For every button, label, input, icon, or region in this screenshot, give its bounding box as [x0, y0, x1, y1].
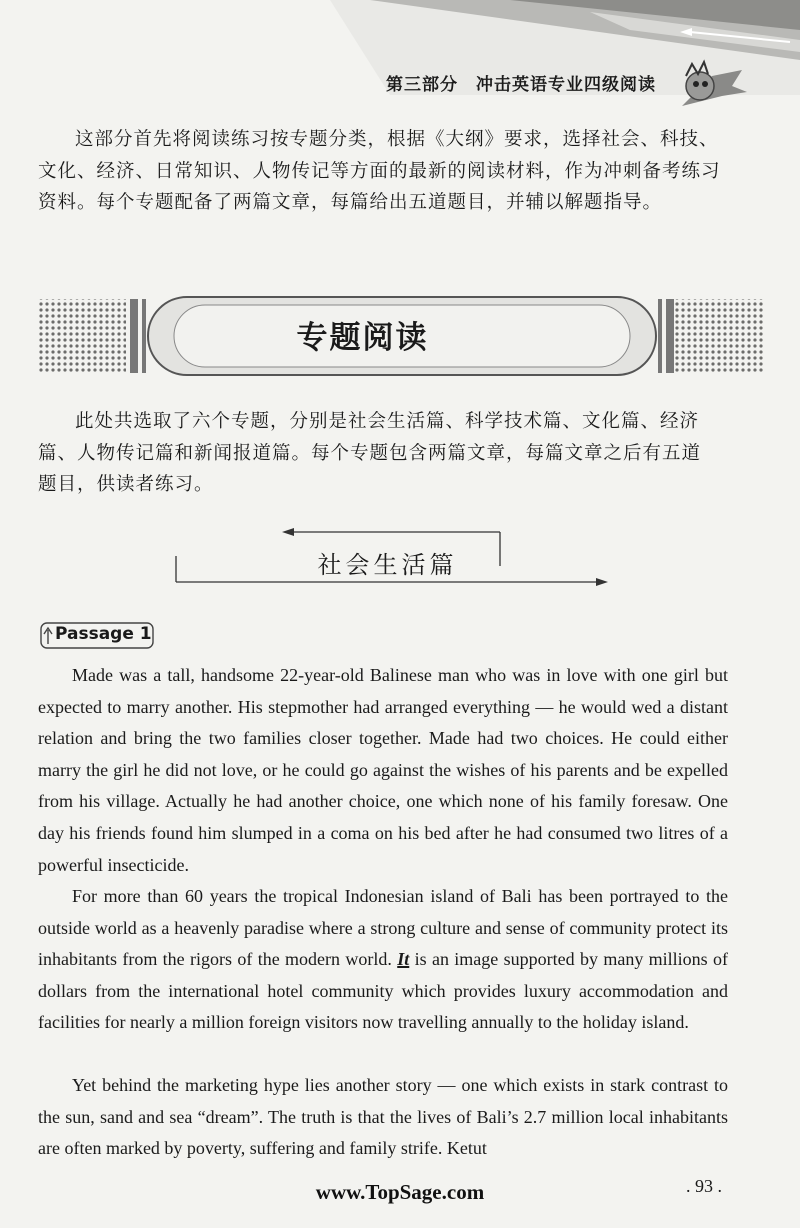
topics-line-2: 篇、人物传记篇和新闻报道篇。每个专题包含两篇文章，每篇文章之后有五道	[38, 442, 702, 464]
passage-paragraph-3	[38, 1070, 728, 1165]
passage-paragraph-2	[38, 881, 728, 1039]
p2-line-5: provides luxury accommodation and facilities for nearly a million foreign visitors now	[38, 980, 729, 1033]
p2-line-2: to the outside world as a heavenly paradise where a strong culture and sense of	[38, 886, 728, 938]
p3-line-3: million local inhabitants are often marked by poverty, suffering and family strife. Ketut	[38, 1106, 728, 1159]
p3-line-2: contrast to the sun, sand and sea “dream”. The truth is that the lives of Bali’s 2.7	[38, 1075, 729, 1127]
intro-line-1: 这部分首先将阅读练习按专题分类，根据《大纲》要求，选择社会、科技、	[75, 129, 719, 150]
intro-line-2: 文化、经济、日常知识、人物传记等方面的最新的阅读材料，作为冲刺备考练习	[38, 160, 721, 182]
p1-line-7: coma on his bed after he had consumed two litres of a powerful insecticide.	[38, 822, 728, 875]
mascot-icon	[672, 56, 752, 112]
p2-line-3a: community protect its inhabitants from the rigors of the modern world.	[38, 917, 728, 970]
p1-line-1: Made was a tall, handsome 22-year-old Balinese man who was in love with one	[72, 665, 668, 685]
p1-line-2: girl but expected to marry another. His stepmother had arranged everything — he	[38, 665, 729, 717]
banner-title: 专题阅读	[296, 320, 429, 356]
intro-line-3: 资料。每个专题配备了两篇文章，每篇给出五道题目，并辅以解题指导。	[38, 192, 663, 213]
passage-paragraph-1	[38, 660, 728, 881]
p2-line-6: travelling annually to the holiday island.	[397, 1012, 689, 1033]
topics-line-3: 题目，供读者练习。	[38, 474, 214, 495]
page-number: . 93 .	[686, 1176, 722, 1196]
running-header-title: 第三部分 冲击英语专业四级阅读	[386, 75, 656, 95]
p2-line-3b: is an image	[414, 949, 499, 970]
p2-line-4: supported by many millions of dollars from the international hotel community which	[38, 949, 729, 1001]
topics-paragraph	[38, 406, 760, 501]
p1-line-5: wishes of his parents and be expelled from his village. Actually he had another choice,	[38, 759, 728, 812]
section-title: 社会生活篇	[317, 551, 458, 579]
emphasized-word: It	[397, 949, 410, 970]
p1-line-3: would wed a distant relation and bring the two families closer together. Made had	[38, 696, 728, 749]
intro-paragraph	[38, 124, 760, 219]
p1-line-6: one which none of his family foresaw. One day his friends found him slumped in a	[38, 791, 729, 843]
p2-line-1: For more than 60 years the tropical Indonesian island of Bali has been portrayed	[72, 886, 679, 906]
footer-url: www.TopSage.com	[315, 1180, 485, 1204]
topics-line-1: 此处共选取了六个专题，分别是社会生活篇、科学技术篇、文化篇、经济	[75, 411, 700, 432]
passage-label: Passage 1	[55, 624, 152, 644]
p1-line-4: two choices. He could either marry the girl he did not love, or he could go against the	[38, 728, 728, 780]
p3-line-1: Yet behind the marketing hype lies another story — one which exists in stark	[72, 1075, 646, 1095]
